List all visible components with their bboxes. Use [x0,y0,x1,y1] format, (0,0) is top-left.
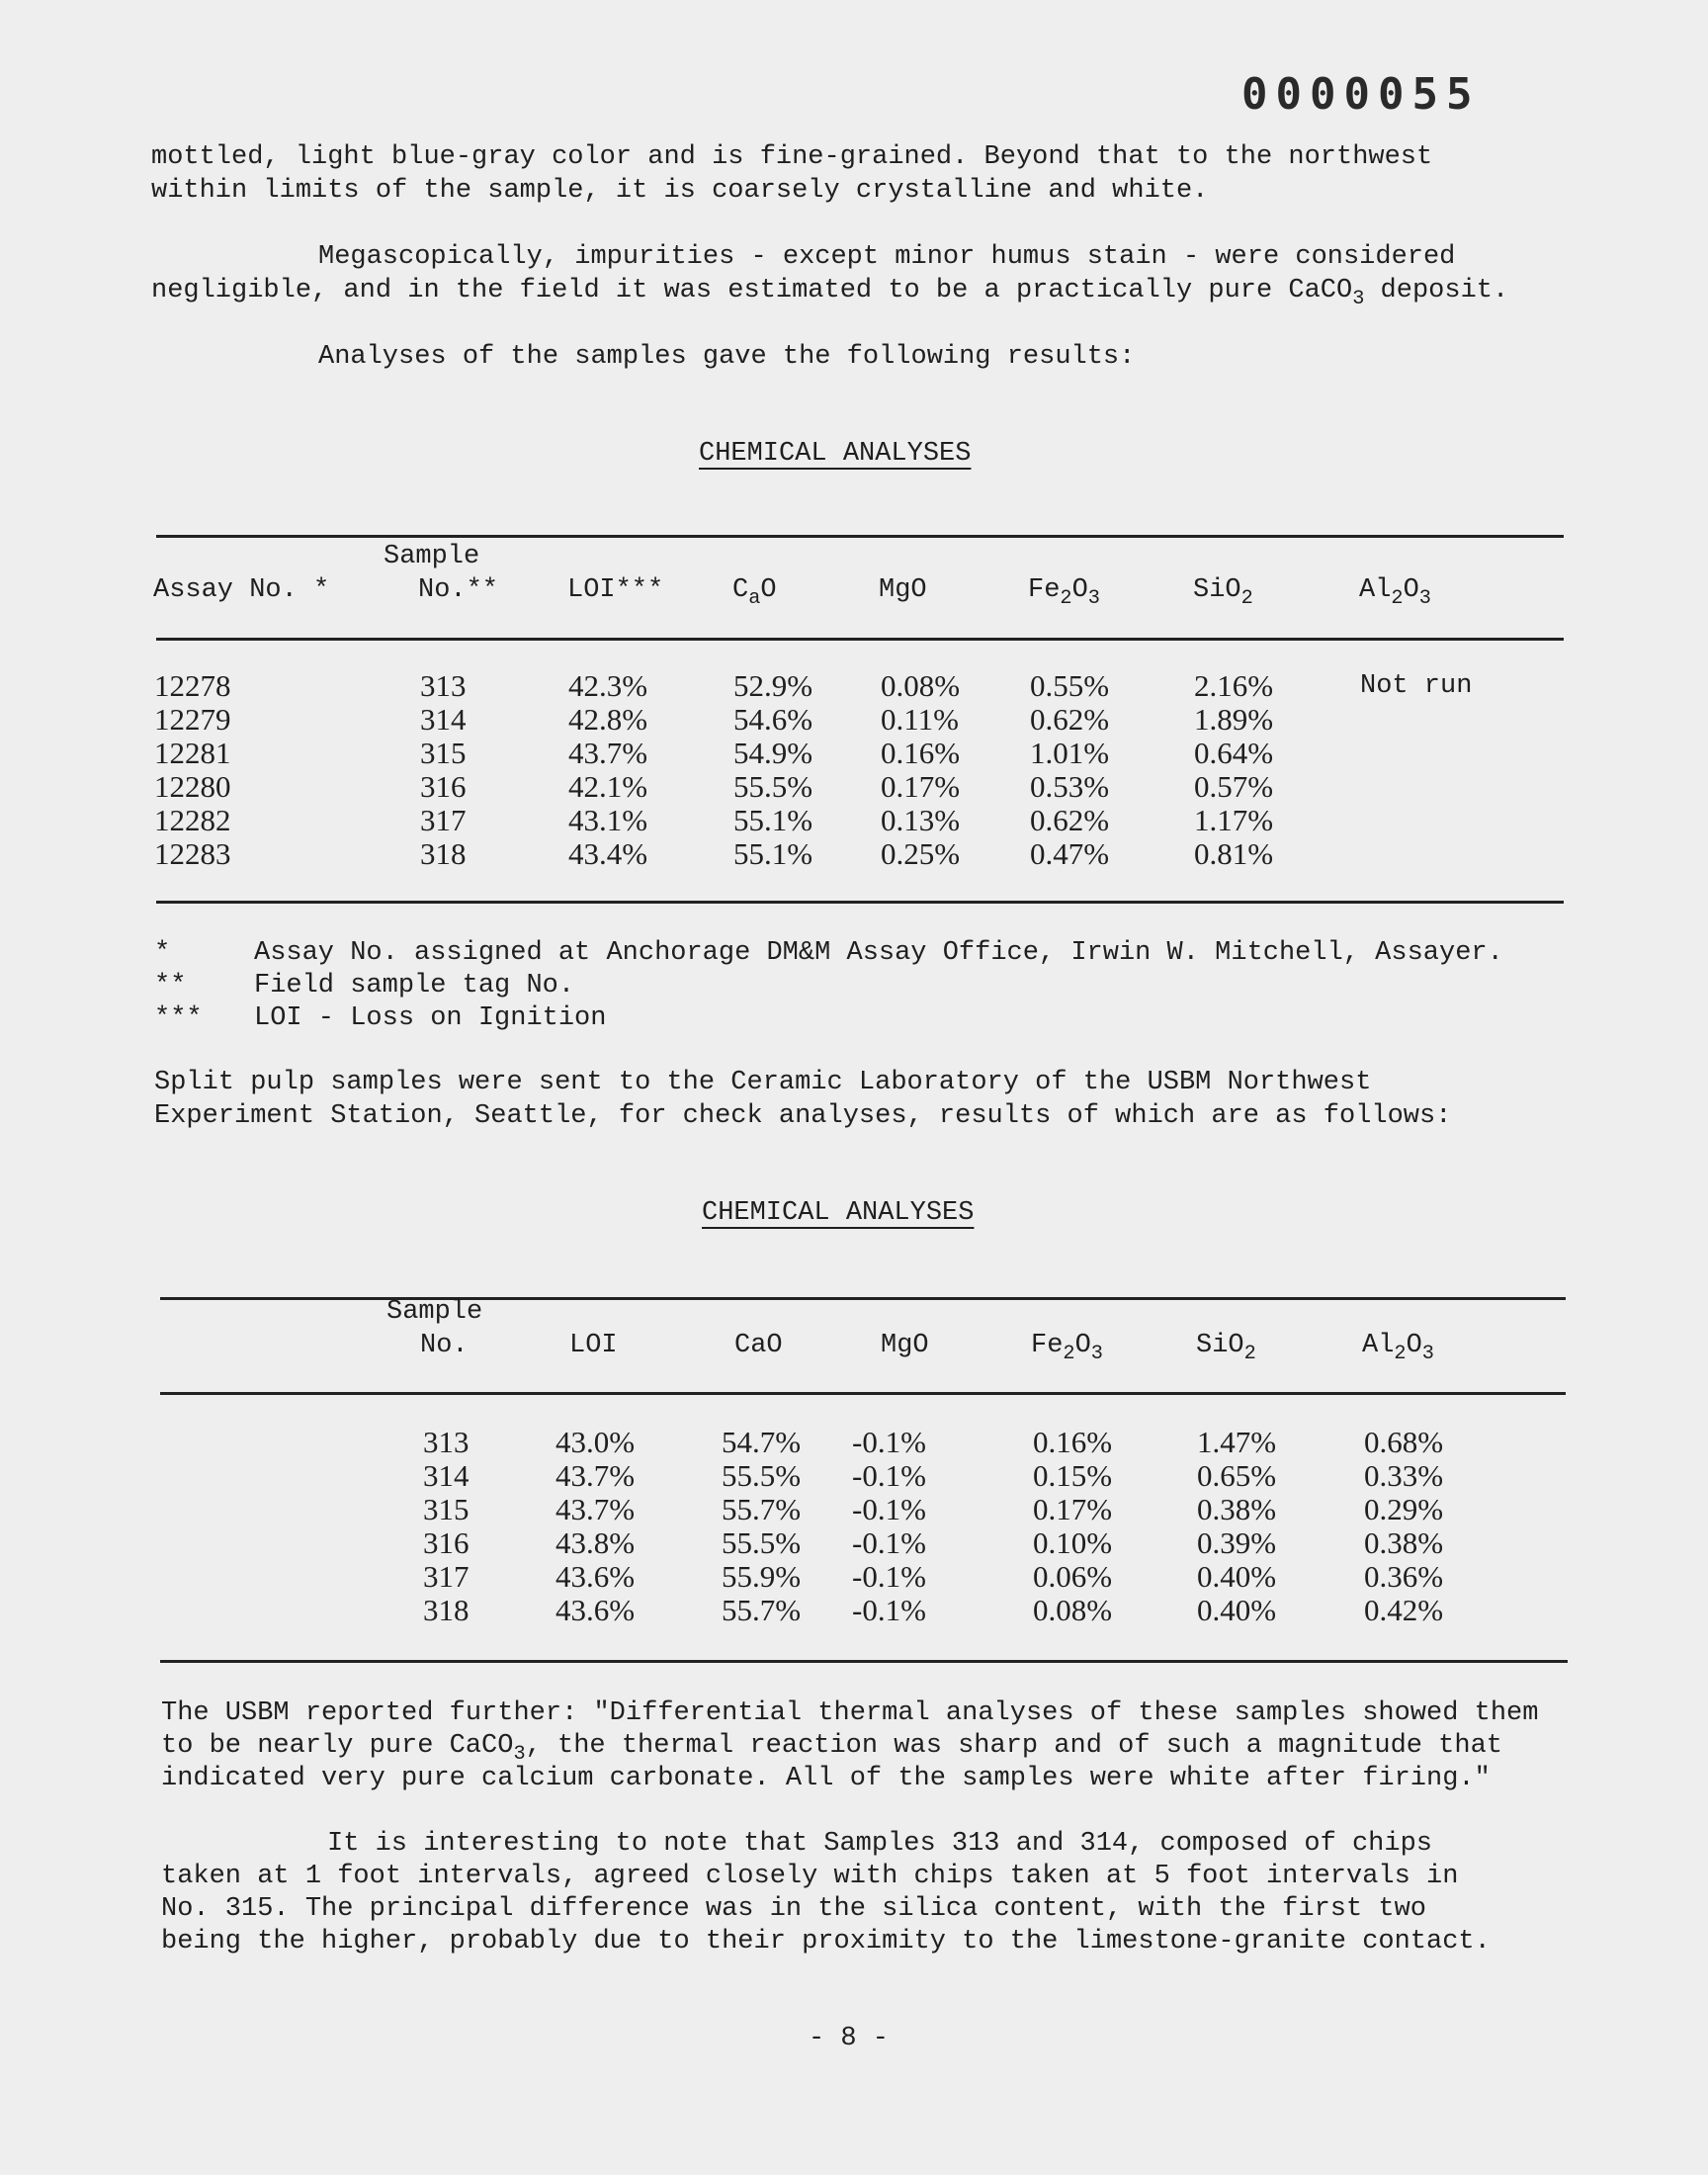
table-cell: 0.57% [1194,769,1274,804]
document-number-stamp: 0000055 [1241,69,1481,120]
table-cell: 0.47% [1030,836,1110,871]
table-cell: 1.01% [1030,736,1110,770]
table-cell: -0.1% [852,1593,926,1627]
column-sample-no [420,669,467,871]
table-cell: 0.29% [1364,1492,1444,1526]
table-cell: 0.55% [1030,668,1110,703]
column-cao [722,1426,801,1627]
table-cell: 0.40% [1197,1559,1277,1594]
table-cell: 317 [423,1559,470,1594]
header-sample-bottom: No.** [418,575,499,605]
paragraph-line: taken at 1 foot intervals, agreed closely with chips taken at 5 foot intervals in [161,1862,1459,1891]
table-cell: 0.16% [1033,1425,1113,1459]
column-mgo [881,669,960,871]
table-cell: 0.40% [1197,1593,1277,1627]
table-top-rule [156,535,1564,538]
paragraph-line: within limits of the sample, it is coarsely crystalline and white. [151,176,1209,206]
table-cell: 55.1% [733,836,813,871]
header-sample-bottom: No. [420,1331,469,1360]
table-cell: 318 [420,836,467,871]
table-cell: 0.08% [1033,1593,1113,1627]
column-mgo [852,1426,926,1627]
table-cell: 0.62% [1030,702,1110,737]
table-cell: 0.39% [1197,1525,1277,1560]
footnote-mark: * [154,938,171,968]
cell-al2o3-not-run: Not run [1360,671,1473,701]
column-sio2 [1194,669,1273,871]
table-header-rule [156,638,1564,641]
column-cao [733,669,812,871]
table-cell: 52.9% [733,668,813,703]
paragraph-line: being the higher, probably due to their proximity to the limestone-granite contact. [161,1927,1491,1957]
table-cell: 1.47% [1197,1425,1277,1459]
table-cell: 12283 [154,836,231,871]
table-cell: 54.6% [733,702,813,737]
header-fe2o3: $Fe_2O_3$ [1028,575,1100,611]
table-cell: 0.64% [1194,736,1274,770]
table-cell: 42.1% [568,769,648,804]
table-cell: 314 [420,702,467,737]
table-cell: 43.7% [555,1492,636,1526]
table-cell: 0.53% [1030,769,1110,804]
paragraph-line: It is interesting to note that Samples 313 and 314, composed of chips [327,1829,1432,1859]
table-cell: 12278 [154,668,231,703]
header-loi: LOI*** [567,575,664,605]
paragraph-line: mottled, light blue-gray color and is fine-grained. Beyond that to the northwest [151,142,1433,172]
header-sample-top: Sample [384,542,480,571]
column-al2o3 [1364,1426,1443,1627]
footnote-text: Field sample tag No. [254,971,575,1000]
table-cell: 313 [420,668,467,703]
table-cell: 0.08% [881,668,961,703]
table-cell: 12280 [154,769,231,804]
table-cell: 315 [420,736,467,770]
table-cell: 0.81% [1194,836,1274,871]
header-al2o3: $Al_2O_3$ [1359,575,1431,611]
table-cell: 43.0% [555,1425,636,1459]
table-cell: 318 [423,1593,470,1627]
header-mgo: MgO [881,1331,929,1360]
table-cell: 12282 [154,803,231,837]
table-cell: 0.15% [1033,1458,1113,1493]
table-cell: 0.11% [881,702,959,737]
paragraph-line: indicated very pure calcium carbonate. All of the samples were white after firing." [161,1764,1491,1793]
table-header-rule [160,1392,1566,1395]
header-loi: LOI [569,1331,618,1360]
column-fe2o3 [1033,1426,1112,1627]
table-cell: -0.1% [852,1492,926,1526]
table-cell: 2.16% [1194,668,1274,703]
table-cell: 0.17% [881,769,961,804]
column-fe2o3 [1030,669,1109,871]
paragraph-line: Analyses of the samples gave the following results: [318,342,1136,372]
column-sample-no [423,1426,470,1627]
table-bottom-rule [160,1660,1568,1663]
table-cell: 316 [420,769,467,804]
table-cell: 316 [423,1525,470,1560]
table-cell: 0.13% [881,803,961,837]
column-loi [555,1426,635,1627]
table-title: CHEMICAL ANALYSES [702,1198,975,1228]
table-cell: 0.68% [1364,1425,1444,1459]
header-cao: $C_aO$ [732,575,777,611]
table-cell: 55.5% [722,1525,802,1560]
table-cell: 42.3% [568,668,648,703]
paragraph-line: No. 315. The principal difference was in the silica content, with the first two [161,1894,1427,1924]
table-cell: 55.1% [733,803,813,837]
footnote-mark: ** [154,971,187,1000]
table-cell: 0.36% [1364,1559,1444,1594]
page-number: - 8 - [809,2024,890,2053]
column-assay-no [154,669,231,871]
paragraph-line: to be nearly pure CaCO$_3$, the thermal reaction was sharp and of such a magnitude that [161,1731,1502,1767]
table-cell: 0.33% [1364,1458,1444,1493]
paragraph-line: Experiment Station, Seattle, for check analyses, results of which are as follows: [154,1101,1452,1131]
header-mgo: MgO [879,575,927,605]
table-cell: 43.7% [555,1458,636,1493]
paragraph-line: negligible, and in the field it was estimated to be a practically pure CaCO$_3$ deposit. [151,276,1509,311]
table-cell: 1.89% [1194,702,1274,737]
table-cell: 314 [423,1458,470,1493]
table-cell: 0.25% [881,836,961,871]
table-cell: 43.6% [555,1559,636,1594]
table-cell: 43.8% [555,1525,636,1560]
table-cell: 313 [423,1425,470,1459]
footnote-text: Assay No. assigned at Anchorage DM&M Assay Office, Irwin W. Mitchell, Assayer. [254,938,1503,968]
table-cell: 0.38% [1197,1492,1277,1526]
table-cell: 0.65% [1197,1458,1277,1493]
table-cell: 54.9% [733,736,813,770]
table-cell: -0.1% [852,1559,926,1594]
table-cell: 42.8% [568,702,648,737]
header-assay-no: Assay No. * [153,575,330,605]
table-cell: 315 [423,1492,470,1526]
table-bottom-rule [156,901,1564,904]
table-cell: 1.17% [1194,803,1274,837]
table-cell: 55.5% [722,1458,802,1493]
table-cell: 0.42% [1364,1593,1444,1627]
column-sio2 [1197,1426,1276,1627]
table-cell: 12281 [154,736,231,770]
header-sample-top: Sample [386,1297,483,1327]
header-cao: CaO [734,1331,783,1360]
header-sio2: SiO$_2$ [1193,575,1253,611]
table-cell: 43.1% [568,803,648,837]
table-cell: 55.5% [733,769,813,804]
header-sio2: SiO$_2$ [1196,1331,1256,1366]
table-cell: -0.1% [852,1458,926,1493]
table-cell: -0.1% [852,1425,926,1459]
paragraph-line: Megascopically, impurities - except minor humus stain - were considered [318,242,1456,272]
table-cell: 0.06% [1033,1559,1113,1594]
table-cell: 12279 [154,702,231,737]
table-cell: 55.7% [722,1593,802,1627]
footnote-text: LOI - Loss on Ignition [254,1003,607,1033]
table-top-rule [160,1297,1566,1300]
table-title: CHEMICAL ANALYSES [699,439,972,469]
table-cell: 43.6% [555,1593,636,1627]
header-fe2o3: $Fe_2O_3$ [1031,1331,1103,1366]
table-cell: 54.7% [722,1425,802,1459]
table-cell: 0.17% [1033,1492,1113,1526]
paragraph-line: The USBM reported further: "Differential thermal analyses of these samples showed them [161,1698,1539,1728]
column-loi [568,669,647,871]
table-cell: 43.4% [568,836,648,871]
table-cell: 317 [420,803,467,837]
paragraph-line: Split pulp samples were sent to the Ceramic Laboratory of the USBM Northwest [154,1068,1372,1097]
table-cell: 0.62% [1030,803,1110,837]
table-cell: 55.7% [722,1492,802,1526]
table-cell: 0.10% [1033,1525,1113,1560]
table-cell: 0.38% [1364,1525,1444,1560]
table-cell: 43.7% [568,736,648,770]
table-cell: -0.1% [852,1525,926,1560]
table-cell: 55.9% [722,1559,802,1594]
footnote-mark: *** [154,1003,203,1033]
header-al2o3: $Al_2O_3$ [1362,1331,1434,1366]
table-cell: 0.16% [881,736,961,770]
